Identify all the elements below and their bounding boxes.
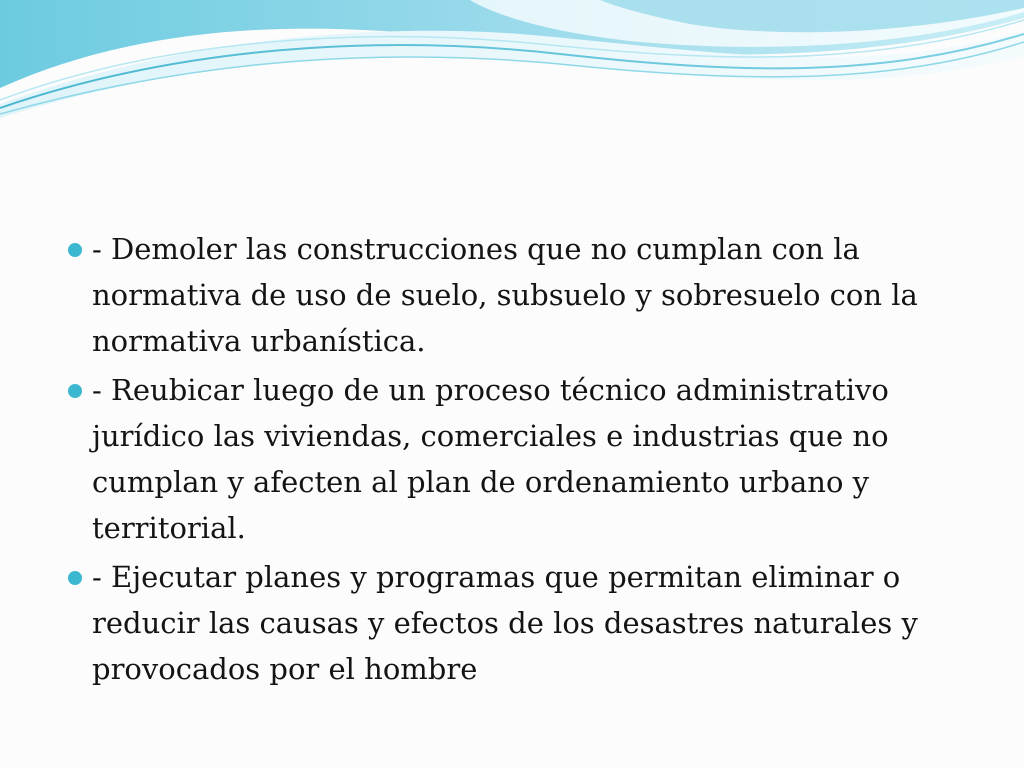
bullet-dot-icon bbox=[68, 571, 82, 585]
bullet-text-3: - Ejecutar planes y programas que permitan eliminar o reducir las causas y efectos de los desastres naturales y provocados por el hombre bbox=[92, 560, 918, 686]
bullet-item-2 bbox=[62, 367, 982, 551]
bullet-dot-icon bbox=[68, 243, 82, 257]
bullet-item-3 bbox=[62, 554, 982, 692]
bullet-item-1 bbox=[62, 226, 982, 364]
decorative-wave-header bbox=[0, 0, 1024, 130]
bullet-text-2: - Reubicar luego de un proceso técnico administrativo jurídico las viviendas, comerciales e industrias que no cumplan y afecten al plan de ordenamiento urbano y territorial. bbox=[92, 373, 889, 545]
bullet-text-1: - Demoler las construcciones que no cumplan con la normativa de uso de suelo, subsuelo y sobresuelo con la normativa urbanística. bbox=[92, 232, 918, 358]
bullet-list bbox=[62, 226, 982, 692]
slide-content bbox=[62, 226, 982, 695]
bullet-dot-icon bbox=[68, 384, 82, 398]
